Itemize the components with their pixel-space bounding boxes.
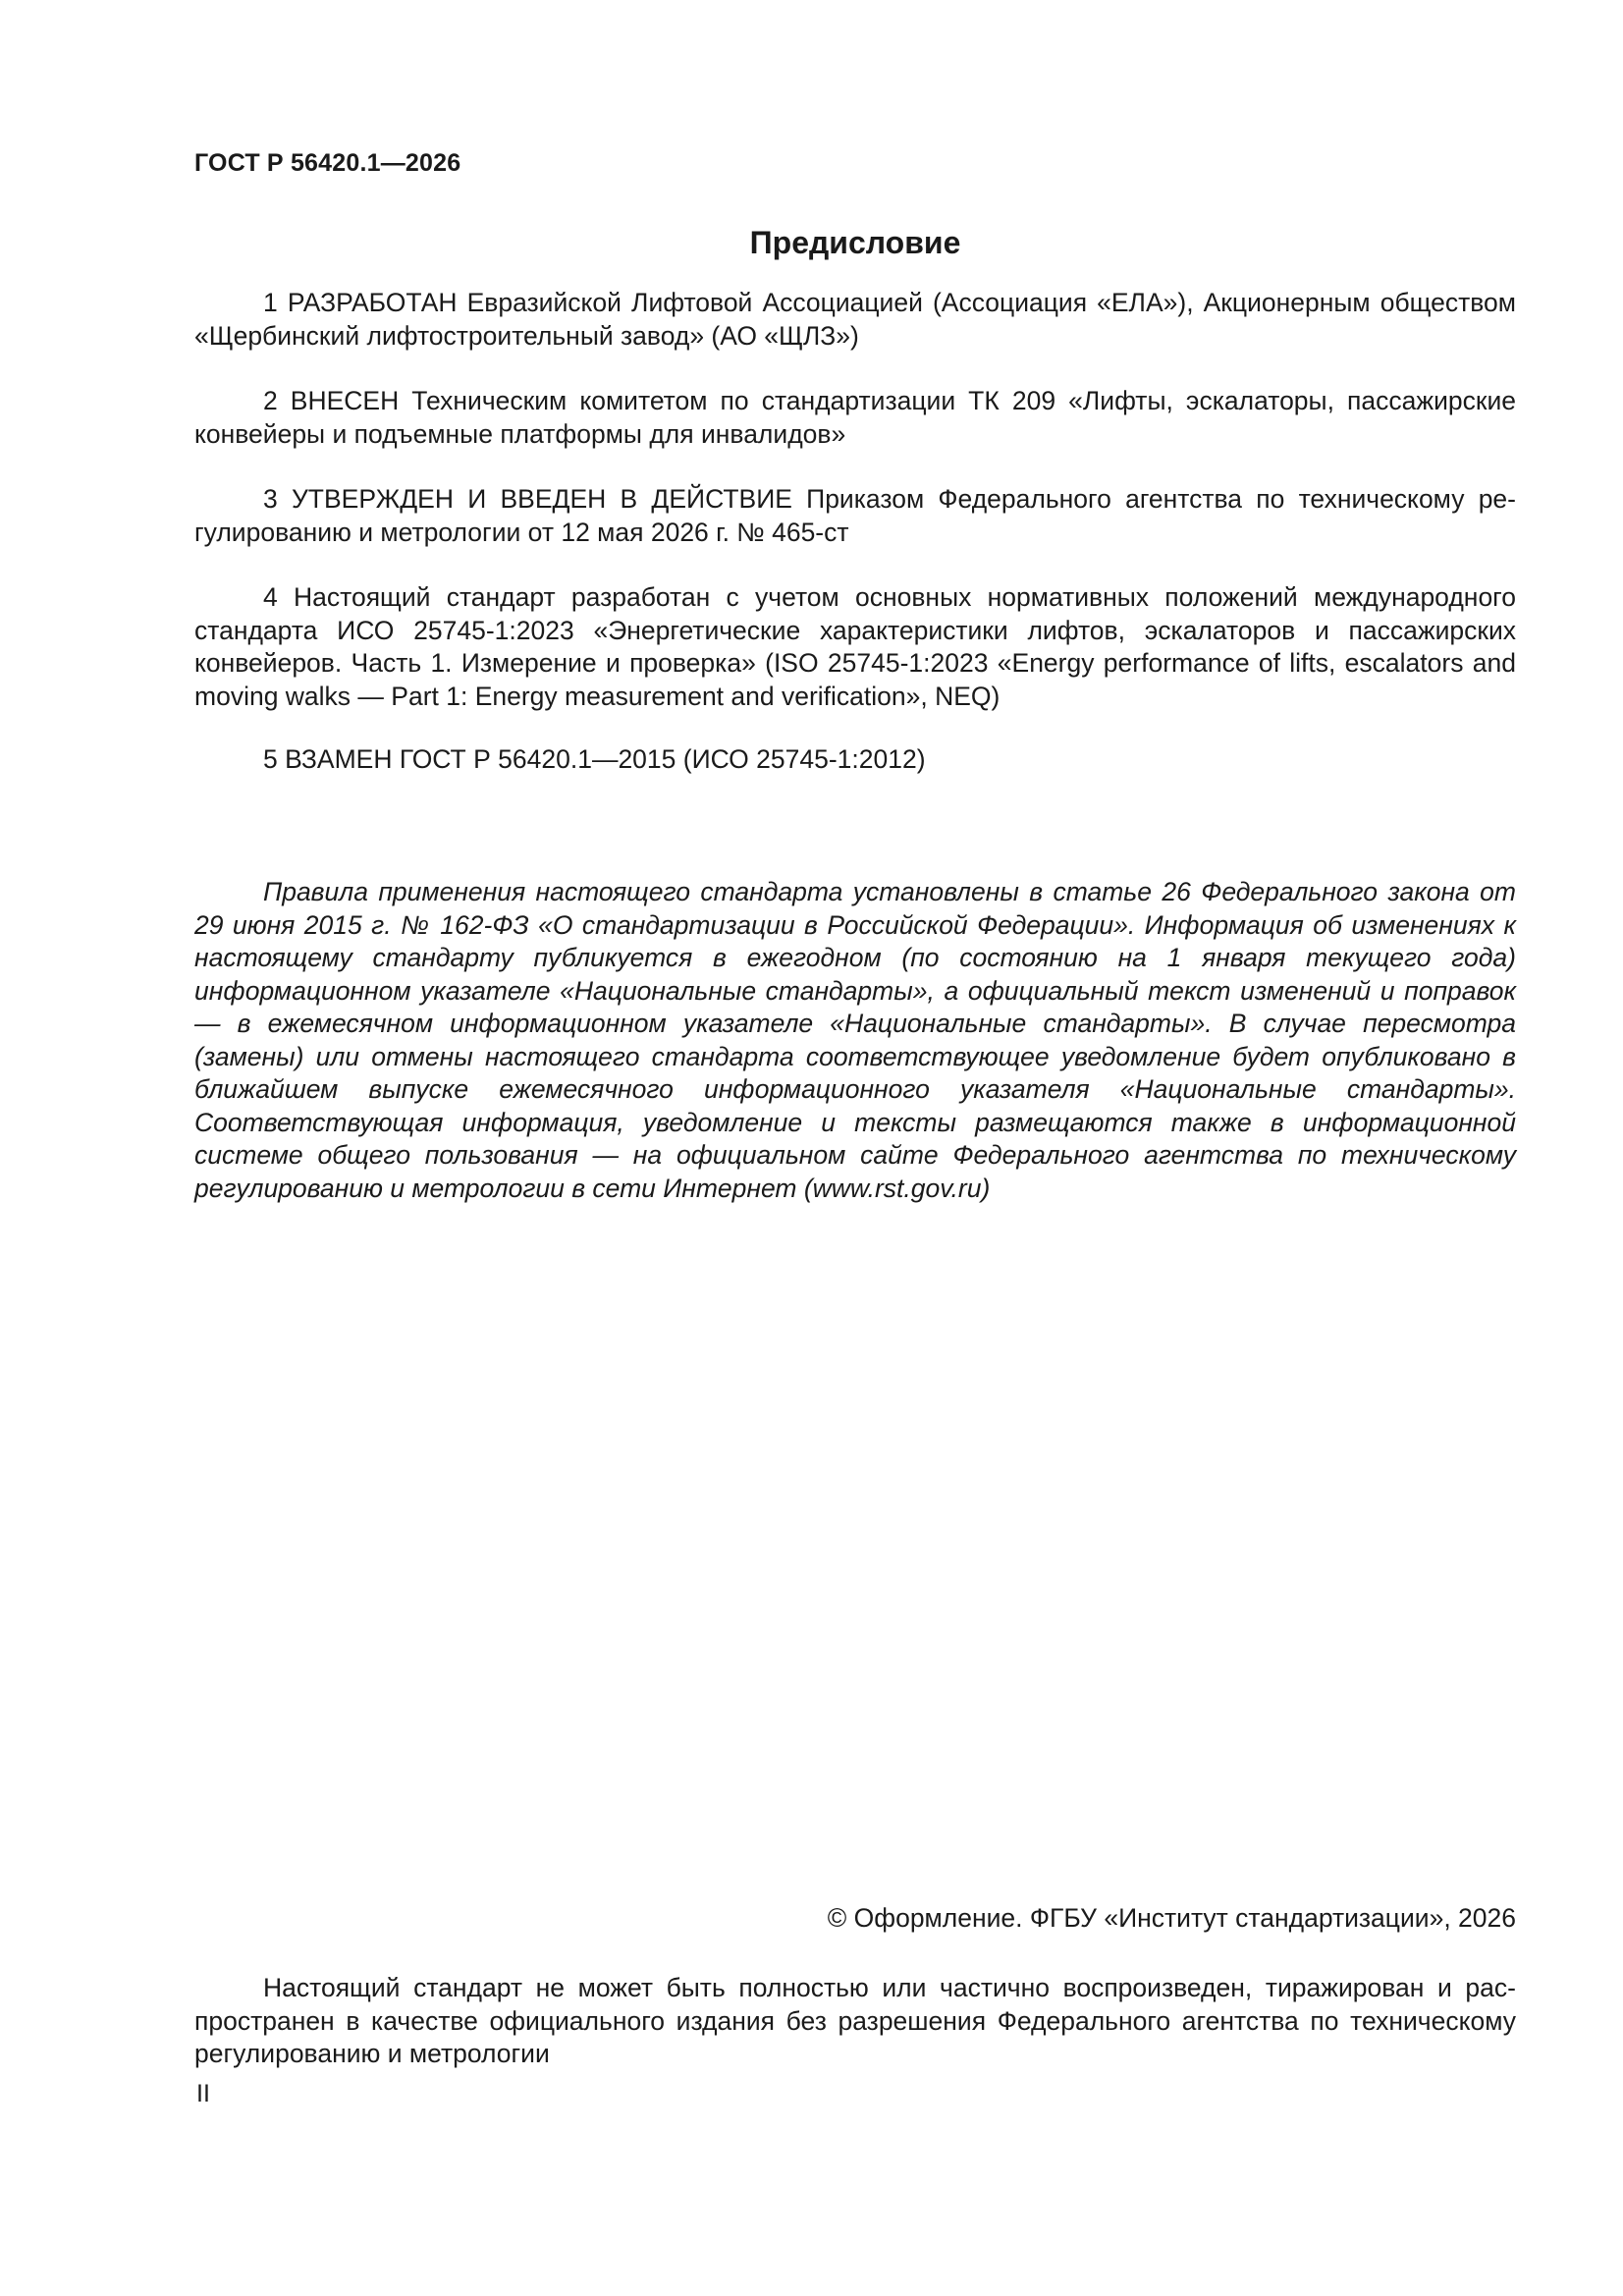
foreword-item-3: 3 УТВЕРЖДЕН И ВВЕДЕН В ДЕЙСТВИЕ Приказом Федерального агентства по техническому регулированию и метрологии от 12 мая 2026 г. № 465-ст [194,484,1516,547]
foreword-item-4: 4 Настоящий стандарт разработан с учетом основных нормативных положений международного стандарта ИСО 25745-1:2023 «Энергетические характеристики лифтов, эскалаторов и пассажирских конвейеров. Часть 1. Измерение и проверка» (ISO 25745-1:2023 «Energy performance of lifts, escalators and moving walks — Part 1: Energy measurement and verification», NEQ) [194,582,1516,711]
document-code: ГОСТ Р 56420.1—2026 [194,149,461,177]
application-rules-notice: Правила применения настоящего стандарта установлены в статье 26 Федерального закона от 29 июня 2015 г. № 162-ФЗ «О стандартизации в Российской Федерации». Информация об изменениях к настоящему стандарту публикуется в ежегодном (по состоянию на 1 января текущего года) информационном указателе «Национальные стандарты», а официальный текст изменений и поправок — в ежемесячном информационном указателе «Национальные стандарты». В случае пересмотра (замены) или отмены настоящего стандарта соответствующее уведомление будет опубликовано в ближайшем выпуске ежемесячного информационного указателя «Национальные стандарты». Соответствующая информация, уведомление и тексты размещаются также в информационной системе общего пользования — на официальном сайте Федерального агентства по техническому регулированию и метрологии в сети Интернет (www.rst.gov.ru) [194,877,1516,1203]
page-title: Предисловие [749,225,961,260]
reproduction-restriction: Настоящий стандарт не может быть полностью или частично воспроизведен, тиражирован и распространен в качестве официального издания без разрешения Федерального агентства по техническому регулированию и метрологии [194,1973,1516,2068]
foreword-item-1: 1 РАЗРАБОТАН Евразийской Лифтовой Ассоциацией (Ассоциация «ЕЛА»), Акционерным обществом «Щербинский лифтостроительный завод» (АО «ЩЛЗ») [194,288,1516,351]
foreword-item-2: 2 ВНЕСЕН Техническим комитетом по стандартизации ТК 209 «Лифты, эскалаторы, пассажирские конвейеры и подъемные платформы для инвалидов» [194,386,1516,449]
page-number: II [196,2080,210,2107]
copyright-notice: © Оформление. ФГБУ «Институт стандартизации», 2026 [827,1903,1516,1933]
foreword-item-5: 5 ВЗАМЕН ГОСТ Р 56420.1—2015 (ИСО 25745-1:2012) [263,744,926,774]
